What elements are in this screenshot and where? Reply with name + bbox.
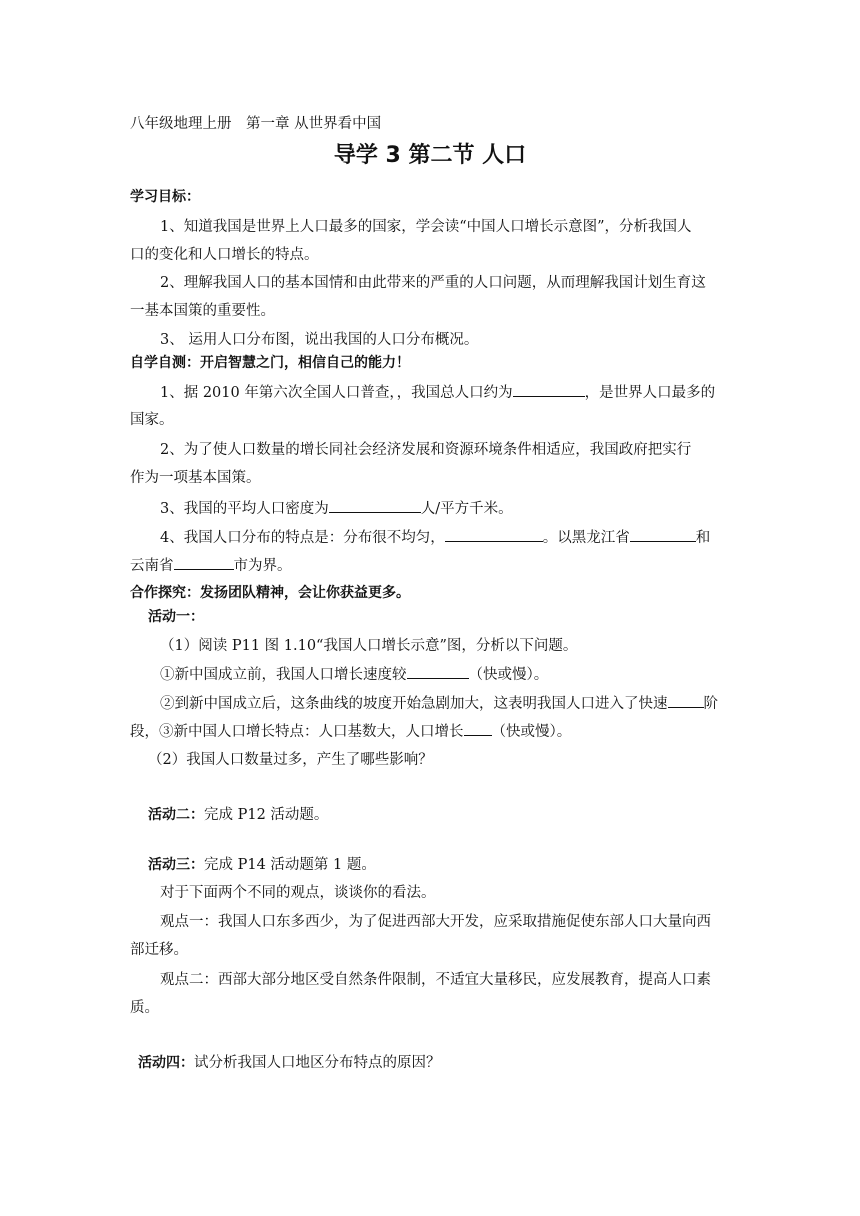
activity-1-q1b-text: ②到新中国成立后，这条曲线的坡度开始急剧加大，这表明我国人口进入了快速 (160, 696, 668, 712)
objective-3: 3、 运用人口分布图，说出我国的人口分布概况。 (160, 332, 479, 348)
activity-1-q1c-text: 段，③新中国人口增长特点：人口基数大，人口增长 (130, 724, 464, 740)
answer-blank-6[interactable] (668, 693, 704, 708)
activity-3-intro: 对于下面两个不同的观点，谈谈你的看法。 (160, 885, 436, 901)
activity-3-label: 活动三： (148, 857, 204, 873)
objective-1-line-2: 口的变化和人口增长的特点。 (130, 247, 319, 263)
activity-1-q1b-suffix: 阶 (703, 696, 718, 712)
question-4-text-c: 和 (695, 530, 711, 546)
viewpoint-1-line-1: 观点一：我国人口东多西少，为了促进西部大开发，应采取措施促使东部人口大量向西 (160, 914, 711, 930)
cooperate-heading: 合作探究：发扬团队精神，会让你获益更多。 (130, 585, 410, 601)
answer-blank-1[interactable] (513, 382, 585, 397)
answer-blank-3[interactable] (329, 498, 421, 513)
activity-1-q1c-suffix: （快或慢）。 (491, 724, 572, 740)
activity-4-label: 活动四： (138, 1055, 194, 1071)
question-1-line-1 (160, 382, 730, 403)
activity-2-label: 活动二： (148, 807, 204, 823)
activity-1-q1a-text: ①新中国成立前，我国人口增长速度较 (160, 667, 407, 683)
selftest-heading: 自学自测：开启智慧之门，相信自己的能力！ (130, 355, 410, 371)
activity-1-question-1: （1）阅读 P11 图 1.10“我国人口增长示意”图，分析以下问题。 (160, 638, 578, 654)
question-4-line-2 (130, 555, 730, 576)
question-1-text-a: 1、据 2010 年第六次全国人口普查，，我国总人口约为 (160, 385, 513, 401)
activity-2-text: 完成 P12 活动题。 (204, 807, 329, 823)
activity-1-label: 活动一： (148, 609, 204, 625)
viewpoint-1-line-2: 部迁移。 (130, 942, 188, 958)
objective-2-line-2: 一基本国策的重要性。 (130, 303, 275, 319)
activity-4 (138, 1053, 738, 1073)
question-2-line-1: 2、为了使人口数量的增长同社会经济发展和资源环境条件相适应，我国政府把实行 (160, 442, 692, 458)
objective-2-line-1: 2、理解我国人口的基本国情和由此带来的严重的人口问题，从而理解我国计划生育这 (160, 275, 706, 291)
answer-blank-4c[interactable] (174, 555, 234, 570)
question-4-text-a: 4、我国人口分布的特点是：分布很不均匀， (160, 530, 445, 546)
question-3 (160, 498, 730, 519)
activity-1-q1a-suffix: （快或慢）。 (468, 667, 549, 683)
answer-blank-4b[interactable] (630, 527, 696, 542)
question-1-line-2: 国家。 (130, 412, 174, 428)
page-title: 导学 3 第二节 人口 (333, 143, 527, 168)
question-3-text-b: 人/平方千米。 (420, 501, 513, 517)
question-4-text-e: 市为界。 (233, 558, 292, 574)
question-3-text-a: 3、我国的平均人口密度为 (160, 501, 329, 517)
question-4-line-1 (160, 527, 730, 548)
answer-blank-5[interactable] (407, 664, 469, 679)
question-1-text-b: ，是世界人口最多的 (584, 385, 716, 401)
viewpoint-2-line-2: 质。 (130, 1000, 159, 1016)
viewpoint-2-line-1: 观点二：西部大部分地区受自然条件限制，不适宜大量移民，应发展教育，提高人口素 (160, 972, 711, 988)
activity-4-text: 试分析我国人口地区分布特点的原因？ (194, 1055, 441, 1071)
question-4-text-d: 云南省 (130, 558, 174, 574)
activity-3-text: 完成 P14 活动题第 1 题。 (204, 857, 376, 873)
activity-1-question-1b (160, 693, 730, 714)
question-4-text-b: 。以黑龙江省 (542, 530, 630, 546)
question-2-line-2: 作为一项基本国策。 (130, 470, 261, 486)
activity-1-question-1c (130, 721, 730, 742)
objective-1-line-1: 1、知道我国是世界上人口最多的国家，学会读“中国人口增长示意图”，分析我国人 (160, 219, 692, 235)
answer-blank-4a[interactable] (445, 527, 543, 542)
activity-1-question-1a (160, 664, 730, 685)
breadcrumb: 八年级地理上册 第一章 从世界看中国 (130, 116, 382, 132)
answer-blank-7[interactable] (464, 721, 492, 736)
objectives-heading: 学习目标： (130, 189, 200, 205)
activity-3 (148, 855, 748, 875)
activity-2 (148, 805, 748, 825)
activity-1-question-2: （2）我国人口数量过多，产生了哪些影响？ (148, 752, 433, 768)
